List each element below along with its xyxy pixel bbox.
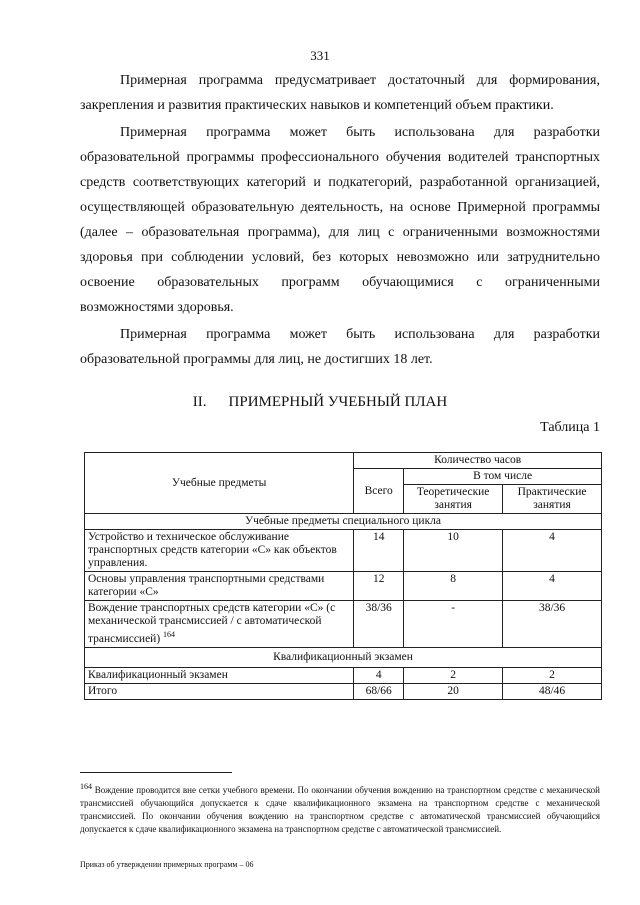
total-cell: 38/36 xyxy=(354,601,404,648)
header-subjects: Учебные предметы xyxy=(85,453,354,514)
header-theory: Теоретические занятия xyxy=(404,485,503,514)
footnote-ref: 164 xyxy=(163,630,176,639)
footer-note: Приказ об утверждении примерных программ – 06 xyxy=(80,860,254,869)
theory-cell: 8 xyxy=(404,572,503,601)
footnote-text: Вождение проводится вне сетки учебного времени. По окончании обучения вождению на транспортном средстве с механической трансмиссией обучающийся допускается к сдаче квалификационного экзамена на транспортном средстве с механической трансмиссией. По окончании обучения вождению на транспортном средстве с автоматической трансмиссией обучающийся допускается к сдаче квалификационного экзамена на транспортном средстве с автоматической трансмиссией. xyxy=(80,785,600,834)
theory-cell: - xyxy=(404,601,503,648)
theory-cell: 2 xyxy=(404,667,503,683)
practice-cell: 48/46 xyxy=(503,683,602,699)
table-section-row xyxy=(85,514,602,530)
total-cell: 14 xyxy=(354,530,404,572)
body-text xyxy=(80,68,600,372)
subject-text: Вождение транспортных средств категории «С» (с механической трансмиссией / с автоматической трансмиссией) xyxy=(88,602,336,645)
page-number: 331 xyxy=(310,48,330,63)
curriculum-table xyxy=(84,452,602,700)
footnote xyxy=(80,780,600,836)
table-row xyxy=(85,572,602,601)
header-practice: Практические занятия xyxy=(503,485,602,514)
header-including: В том числе xyxy=(404,469,602,485)
total-cell: 12 xyxy=(354,572,404,601)
table-section-row xyxy=(85,647,602,667)
subject-cell: Итого xyxy=(85,683,354,699)
paragraph-3: Примерная программа может быть использована для разработки образовательной программы для лиц, не достигших 18 лет. xyxy=(80,327,600,367)
table-label: Таблица 1 xyxy=(540,420,600,435)
table-total-row xyxy=(85,683,602,699)
practice-cell: 38/36 xyxy=(503,601,602,648)
total-cell: 68/66 xyxy=(354,683,404,699)
section-heading xyxy=(0,394,640,411)
subject-cell: Квалификационный экзамен xyxy=(85,667,354,683)
subject-cell: Устройство и техническое обслуживание транспортных средств категории «С» как объектов управления. xyxy=(85,530,354,572)
theory-cell: 10 xyxy=(404,530,503,572)
section-special: Учебные предметы специального цикла xyxy=(85,514,602,530)
practice-cell: 2 xyxy=(503,667,602,683)
practice-cell: 4 xyxy=(503,530,602,572)
subject-cell xyxy=(85,601,354,648)
header-hours: Количество часов xyxy=(354,453,602,469)
table-row xyxy=(85,530,602,572)
table-header-row xyxy=(85,453,602,469)
section-title: ПРИМЕРНЫЙ УЧЕБНЫЙ ПЛАН xyxy=(228,394,448,410)
footnote-number: 164 xyxy=(80,782,92,791)
table-row xyxy=(85,601,602,648)
theory-cell: 20 xyxy=(404,683,503,699)
practice-cell: 4 xyxy=(503,572,602,601)
section-number: II. xyxy=(192,394,207,410)
table-row xyxy=(85,667,602,683)
subject-cell: Основы управления транспортными средствами категории «С» xyxy=(85,572,354,601)
footnote-divider xyxy=(80,772,232,773)
total-cell: 4 xyxy=(354,667,404,683)
paragraph-2: Примерная программа может быть использована для разработки образовательной программы профессионального обучения водителей транспортных средств соответствующих категорий и подкатегорий, разработанной организацией, осуществляющей образовательную деятельность, на основе Примерной программы (далее – образовательная программа), для лиц с ограниченными возможностями здоровья при соблюдении условий, без которых невозможно или затруднительно освоение образовательных программ обучающимися с ограниченными возможностями здоровья. xyxy=(80,125,600,315)
header-total: Всего xyxy=(354,469,404,514)
section-exam: Квалификационный экзамен xyxy=(85,647,602,667)
paragraph-1: Примерная программа предусматривает достаточный для формирования, закрепления и развития практических навыков и компетенций объем практики. xyxy=(80,73,600,113)
